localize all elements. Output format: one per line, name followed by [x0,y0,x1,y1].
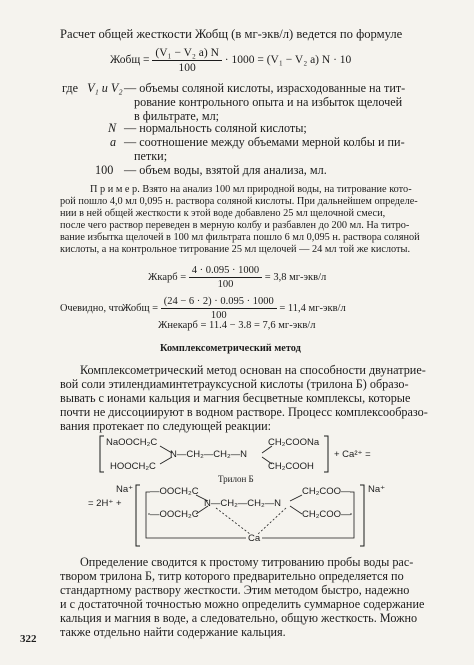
carbonate-formula: Жкарб = $\frac{4 \cdot 0.095 \cdot 1000}{100}$ = 3,8 мг-экв/л [148,265,327,290]
complex-top-left: —OOCH₂C [150,486,199,497]
calcium-ion: + Ca²⁺ = [334,449,371,460]
formula-numerator: (V₁ − V₂ a) N [152,47,221,61]
example-line-1: П р и м е р. Взято на анализ 100 мл природной воды, на титрование кото- [90,184,412,195]
formula-denominator: 100 [178,62,196,74]
noncarbonate-formula: Жнекарб = 11.4 − 3.8 = 7,6 мг-экв/л [158,320,316,331]
determination-line-6: также отдельно найти содержание кальция. [60,625,286,639]
complex-bottom-right: CH₂COO— [302,509,351,520]
sodium-right: Na⁺ [368,484,386,495]
trilon-top-right: CH₂COONa [268,437,320,448]
total-fraction: $\frac{(24 - 6 \cdot 2) \cdot 0.095 \cdot 1000}{100}$ [161,296,277,321]
determination-line-1: Определение сводится к простому титрованию пробы воды рас- [80,555,414,569]
formula-lhs: Жобщ = [110,54,150,67]
example-line-6: кислоты, а на контрольное титрование 25 мл щелочей — 24 мл той же кислоты. [60,244,411,255]
page-number: 322 [20,633,37,645]
carbonate-fraction: $\frac{4 \cdot 0.095 \cdot 1000}{100}$ [189,265,262,290]
example-line-5: вание избытка щелочей в 100 мл фильтрата пошло 6 мл 0,095 н. раствора соляной [60,232,420,243]
legend-n-symbol: N [108,121,117,135]
method-line-2: вой соли этилендиаминтетрауксусной кислоты (трилона Б) образо- [60,377,409,391]
legend-100-symbol: 100 [95,163,114,177]
intro-line: Расчет общей жесткости Жобщ (в мг-экв/л) ведется по формуле [60,27,403,41]
determination-line-4: и с достаточной точностью можно определить суммарное содержание [60,597,425,611]
complex-bottom-left: —OOCH₂C [150,509,199,520]
method-line-1: Комплексометрический метод основан на способности двунатрие- [80,363,426,377]
total-formula: Жобщ = $\frac{(24 - 6 \cdot 2) \cdot 0.095 \cdot 1000}{100}$ = 11,4 мг-экв/л [122,296,346,321]
formula-rhs: · 1000 = (V₁ − V₂ a) N · 10 [224,54,352,67]
trilon-bottom-left: HOOCH₂C [110,461,156,472]
legend-v-text-3: в фильтрате, мл; [134,109,220,123]
determination-line-2: твором трилона Б, титр которого предварительно определяется по [60,569,404,583]
legend-v-text-1: — объемы соляной кислоты, израсходованные на тит- [124,81,406,95]
legend-a-symbol: a [110,135,117,149]
determination-line-5: кальция и магния в воде, а следовательно, общую жесткость. Можно [60,611,418,625]
example-line-4: после чего раствор переведен в мерную колбу и разбавлен до 200 мл. На титро- [60,220,410,231]
obviously-text: Очевидно, что [60,303,124,314]
example-line-2: рой пошло 4,0 мл 0,095 н. раствора соляной кислоты. При дальнейшем определе- [60,196,418,207]
example-line-3: нии в ней общей жесткости к этой воде добавлено 25 мл щелочной смеси, [60,208,386,219]
trilon-top-left: NaOOCH₂C [106,437,158,448]
legend-where: где V₁ и V₂ [62,81,123,95]
complex-top-right: CH₂COO— [302,486,351,497]
complex-calcium: Ca [248,533,261,544]
complex-chain: N—CH₂—CH₂—N [204,498,282,509]
legend-a-text-2: петки; [134,149,168,163]
trilon-bottom-right: CH₂COOH [268,461,314,472]
determination-line-3: стандартному раствору жесткости. Этим методом быстро, надежно [60,583,410,597]
sodium-left: Na⁺ [116,484,134,495]
method-line-3: вывать с ионами кальция и магния бесцветные комплексы, которые [60,391,411,405]
method-line-5: вания протекает по следующей реакции: [60,419,272,433]
legend-n-text: — нормальность соляной кислоты; [124,121,307,135]
reaction-prefix: = 2H⁺ + [88,498,122,509]
section-title: Комплексометрический метод [160,343,301,354]
trilon-chain: N—CH₂—CH₂—N [170,449,248,460]
method-line-4: почти не диссоциируют в водном растворе. Процесс комплексообразо- [60,405,428,419]
legend-v-text-2: рование контрольного опыта и на избыток щелочей [134,95,403,109]
legend-100-text: — объем воды, взятой для анализа, мл. [124,163,327,177]
legend-a-text-1: — соотношение между объемами мерной колбы и пи- [124,135,405,149]
trilon-label: Трилон Б [218,474,254,484]
